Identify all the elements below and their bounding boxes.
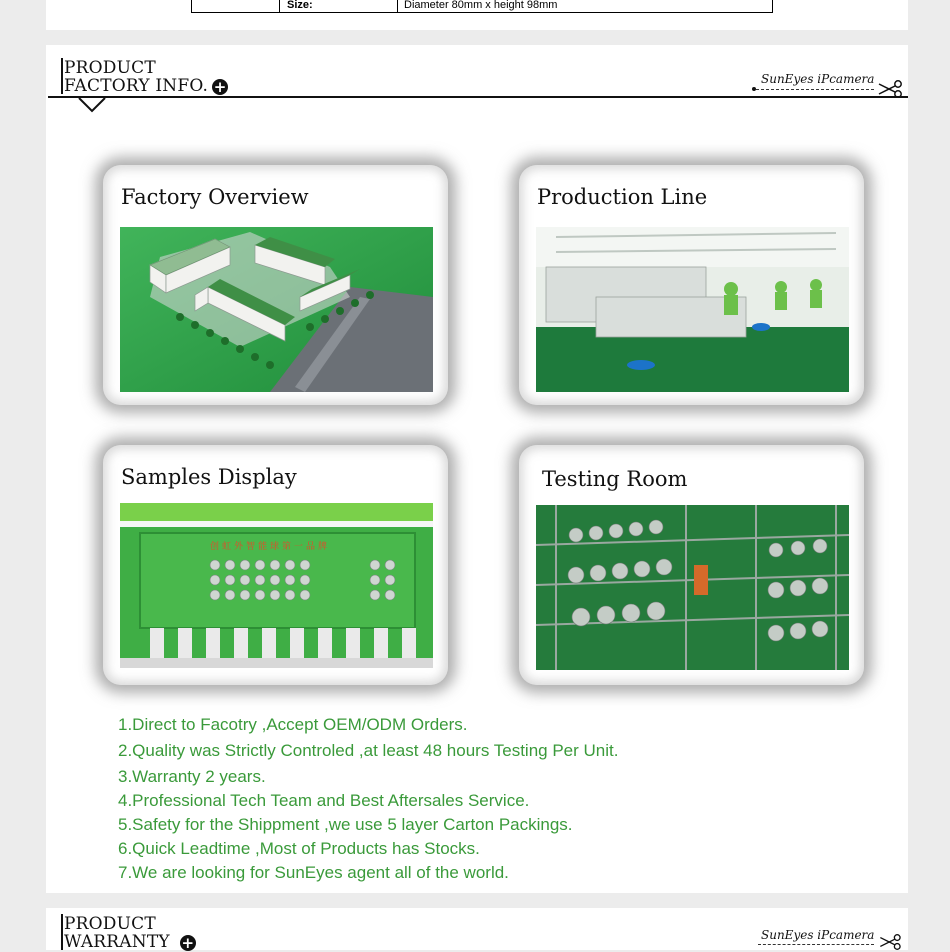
section-title-line2 bbox=[64, 77, 228, 95]
samples-display-photo bbox=[120, 503, 433, 668]
card-factory-overview bbox=[103, 165, 448, 405]
card-samples-display bbox=[103, 445, 448, 685]
scissors-icon bbox=[878, 80, 904, 98]
plus-circle-icon[interactable]: + bbox=[181, 934, 195, 952]
production-line-photo bbox=[536, 227, 849, 392]
brand-dashed-line bbox=[758, 944, 874, 945]
brand-signature: SunEyes iPcamera bbox=[761, 928, 875, 942]
card-testing-room bbox=[519, 445, 864, 685]
plus-circle-icon[interactable]: + bbox=[213, 78, 227, 96]
section-title-bar bbox=[61, 58, 63, 94]
section-title-line2 bbox=[64, 933, 196, 951]
feature-item: 2.Quality was Strictly Controled ,at least 48 hours Testing Per Unit. bbox=[118, 741, 619, 760]
card-title: Testing Room bbox=[542, 467, 688, 491]
testing-room-photo bbox=[536, 505, 849, 670]
spec-size-value: Diameter 80mm x height 98mm bbox=[404, 0, 558, 11]
brand-dashed-line bbox=[756, 89, 874, 90]
card-title: Factory Overview bbox=[121, 185, 309, 209]
section-title-text: WARRANTY bbox=[64, 932, 170, 952]
feature-item: 7.We are looking for SunEyes agent all of the world. bbox=[118, 863, 509, 882]
card-title: Samples Display bbox=[121, 465, 297, 489]
factory-info-panel bbox=[46, 45, 908, 893]
spec-table-panel bbox=[46, 0, 908, 30]
card-title: Production Line bbox=[537, 185, 708, 209]
feature-item: 4.Professional Tech Team and Best Aftersales Service. bbox=[118, 791, 530, 810]
spec-size-label: Size: bbox=[280, 0, 398, 12]
section-title-bar bbox=[61, 914, 63, 950]
warranty-panel bbox=[46, 908, 908, 950]
section-title-line1: PRODUCT bbox=[64, 914, 156, 934]
feature-item: 1.Direct to Facotry ,Accept OEM/ODM Orders. bbox=[118, 715, 468, 734]
factory-overview-photo bbox=[120, 227, 433, 392]
section-title-line1: PRODUCT bbox=[64, 58, 156, 78]
section-divider bbox=[48, 96, 908, 98]
section-notch-icon bbox=[78, 97, 106, 113]
section-title-text: FACTORY INFO. bbox=[64, 76, 209, 96]
feature-item: 3.Warranty 2 years. bbox=[118, 767, 266, 786]
scissors-icon bbox=[878, 934, 904, 950]
samples-banner-text: 创虹外智能球第一品牌 bbox=[210, 542, 331, 552]
feature-item: 5.Safety for the Shippment ,we use 5 layer Carton Packings. bbox=[118, 815, 573, 834]
card-production-line bbox=[519, 165, 864, 405]
feature-item: 6.Quick Leadtime ,Most of Products has Stocks. bbox=[118, 839, 480, 858]
brand-signature: SunEyes iPcamera bbox=[761, 72, 875, 86]
spec-table-empty-cell bbox=[192, 0, 280, 12]
spec-table bbox=[191, 0, 773, 13]
